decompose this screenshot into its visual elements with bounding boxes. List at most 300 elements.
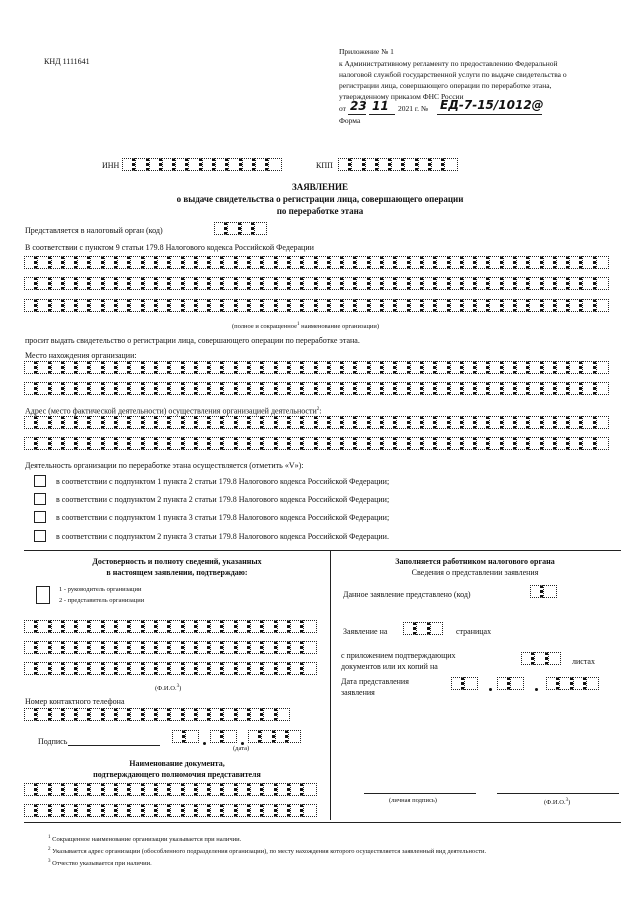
input-cell[interactable] bbox=[303, 804, 316, 817]
phone-cells[interactable] bbox=[24, 708, 290, 721]
input-cell[interactable] bbox=[476, 277, 489, 290]
input-cell[interactable] bbox=[410, 299, 423, 312]
input-cell[interactable] bbox=[77, 299, 90, 312]
input-cell[interactable] bbox=[210, 662, 223, 675]
input-cell[interactable] bbox=[170, 361, 183, 374]
input-cell[interactable] bbox=[250, 620, 263, 633]
input-cell[interactable] bbox=[144, 783, 157, 796]
input-cell[interactable] bbox=[197, 437, 210, 450]
input-cell[interactable] bbox=[77, 708, 90, 721]
input-cell[interactable] bbox=[51, 783, 64, 796]
input-cell[interactable] bbox=[117, 299, 130, 312]
input-cell[interactable] bbox=[184, 662, 197, 675]
input-cell[interactable] bbox=[51, 437, 64, 450]
input-cell[interactable] bbox=[290, 416, 303, 429]
input-cell[interactable] bbox=[582, 299, 595, 312]
input-cell[interactable] bbox=[436, 416, 449, 429]
input-cell[interactable] bbox=[24, 382, 37, 395]
input-cell[interactable] bbox=[144, 662, 157, 675]
input-cell[interactable] bbox=[64, 708, 77, 721]
input-cell[interactable] bbox=[489, 299, 502, 312]
input-cell[interactable] bbox=[223, 437, 236, 450]
input-cell[interactable] bbox=[184, 437, 197, 450]
input-cell[interactable] bbox=[157, 361, 170, 374]
input-cell[interactable] bbox=[223, 299, 236, 312]
input-cell[interactable] bbox=[543, 277, 556, 290]
input-cell[interactable] bbox=[263, 708, 276, 721]
input-cell[interactable] bbox=[197, 382, 210, 395]
input-cell[interactable] bbox=[223, 783, 236, 796]
input-cell[interactable] bbox=[144, 256, 157, 269]
input-cell[interactable] bbox=[569, 437, 582, 450]
input-cell[interactable] bbox=[197, 708, 210, 721]
input-cell[interactable] bbox=[157, 277, 170, 290]
input-cell[interactable] bbox=[117, 382, 130, 395]
input-cell[interactable] bbox=[64, 620, 77, 633]
input-cell[interactable] bbox=[543, 361, 556, 374]
input-cell[interactable] bbox=[77, 620, 90, 633]
input-cell[interactable] bbox=[396, 277, 409, 290]
input-cell[interactable] bbox=[450, 437, 463, 450]
input-cell[interactable] bbox=[529, 299, 542, 312]
input-cell[interactable] bbox=[51, 641, 64, 654]
input-cell[interactable] bbox=[197, 416, 210, 429]
input-cell[interactable] bbox=[37, 437, 50, 450]
input-cell[interactable] bbox=[197, 804, 210, 817]
input-cell[interactable] bbox=[596, 361, 609, 374]
input-cell[interactable] bbox=[144, 416, 157, 429]
input-cell[interactable] bbox=[436, 361, 449, 374]
input-cell[interactable] bbox=[223, 277, 236, 290]
input-cell[interactable] bbox=[330, 277, 343, 290]
input-cell[interactable] bbox=[503, 416, 516, 429]
sign-date-day[interactable] bbox=[172, 730, 199, 743]
input-cell[interactable] bbox=[130, 437, 143, 450]
input-cell[interactable] bbox=[343, 277, 356, 290]
input-cell[interactable] bbox=[184, 277, 197, 290]
input-cell[interactable] bbox=[24, 361, 37, 374]
input-cell[interactable] bbox=[436, 299, 449, 312]
input-cell[interactable] bbox=[24, 662, 37, 675]
input-cell[interactable] bbox=[170, 662, 183, 675]
input-cell[interactable] bbox=[410, 382, 423, 395]
input-cell[interactable] bbox=[250, 382, 263, 395]
input-cell[interactable] bbox=[157, 256, 170, 269]
input-cell[interactable] bbox=[396, 299, 409, 312]
input-cell[interactable] bbox=[117, 708, 130, 721]
input-cell[interactable] bbox=[396, 382, 409, 395]
input-cell[interactable] bbox=[51, 361, 64, 374]
address-row-1[interactable] bbox=[24, 416, 609, 429]
input-cell[interactable] bbox=[64, 382, 77, 395]
input-cell[interactable] bbox=[543, 416, 556, 429]
input-cell[interactable] bbox=[330, 382, 343, 395]
input-cell[interactable] bbox=[104, 277, 117, 290]
input-cell[interactable] bbox=[489, 277, 502, 290]
input-cell[interactable] bbox=[383, 382, 396, 395]
input-cell[interactable] bbox=[130, 708, 143, 721]
input-cell[interactable] bbox=[476, 437, 489, 450]
input-cell[interactable] bbox=[24, 804, 37, 817]
input-cell[interactable] bbox=[410, 361, 423, 374]
input-cell[interactable] bbox=[197, 620, 210, 633]
input-cell[interactable] bbox=[237, 662, 250, 675]
input-cell[interactable] bbox=[184, 361, 197, 374]
officer-fio-line[interactable] bbox=[497, 793, 619, 794]
input-cell[interactable] bbox=[104, 804, 117, 817]
input-cell[interactable] bbox=[596, 382, 609, 395]
input-cell[interactable] bbox=[290, 277, 303, 290]
input-cell[interactable] bbox=[144, 708, 157, 721]
input-cell[interactable] bbox=[370, 437, 383, 450]
input-cell[interactable] bbox=[197, 641, 210, 654]
input-cell[interactable] bbox=[37, 256, 50, 269]
input-cell[interactable] bbox=[37, 382, 50, 395]
input-cell[interactable] bbox=[330, 256, 343, 269]
input-cell[interactable] bbox=[303, 416, 316, 429]
input-cell[interactable] bbox=[223, 382, 236, 395]
input-cell[interactable] bbox=[303, 437, 316, 450]
input-cell[interactable] bbox=[184, 416, 197, 429]
input-cell[interactable] bbox=[343, 256, 356, 269]
input-cell[interactable] bbox=[24, 783, 37, 796]
input-cell[interactable] bbox=[130, 299, 143, 312]
input-cell[interactable] bbox=[556, 299, 569, 312]
personal-signature-line[interactable] bbox=[364, 793, 476, 794]
input-cell[interactable] bbox=[503, 299, 516, 312]
input-cell[interactable] bbox=[290, 783, 303, 796]
input-cell[interactable] bbox=[157, 416, 170, 429]
input-cell[interactable] bbox=[117, 783, 130, 796]
input-cell[interactable] bbox=[51, 662, 64, 675]
input-cell[interactable] bbox=[144, 620, 157, 633]
input-cell[interactable] bbox=[277, 256, 290, 269]
input-cell[interactable] bbox=[569, 277, 582, 290]
input-cell[interactable] bbox=[170, 708, 183, 721]
input-cell[interactable] bbox=[250, 641, 263, 654]
input-cell[interactable] bbox=[370, 382, 383, 395]
input-cell[interactable] bbox=[24, 708, 37, 721]
input-cell[interactable] bbox=[396, 416, 409, 429]
input-cell[interactable] bbox=[210, 804, 223, 817]
input-cell[interactable] bbox=[356, 382, 369, 395]
input-cell[interactable] bbox=[237, 804, 250, 817]
input-cell[interactable] bbox=[184, 620, 197, 633]
input-cell[interactable] bbox=[144, 361, 157, 374]
input-cell[interactable] bbox=[529, 256, 542, 269]
input-cell[interactable] bbox=[263, 299, 276, 312]
input-cell[interactable] bbox=[582, 277, 595, 290]
input-cell[interactable] bbox=[450, 256, 463, 269]
input-cell[interactable] bbox=[423, 256, 436, 269]
input-cell[interactable] bbox=[37, 620, 50, 633]
input-cell[interactable] bbox=[250, 277, 263, 290]
input-cell[interactable] bbox=[317, 416, 330, 429]
input-cell[interactable] bbox=[223, 804, 236, 817]
receipt-date-year[interactable] bbox=[546, 677, 599, 690]
input-cell[interactable] bbox=[263, 804, 276, 817]
option-4-checkbox[interactable] bbox=[34, 530, 46, 542]
input-cell[interactable] bbox=[277, 382, 290, 395]
input-cell[interactable] bbox=[436, 277, 449, 290]
input-cell[interactable] bbox=[250, 708, 263, 721]
fio-row-3[interactable] bbox=[24, 662, 317, 675]
input-cell[interactable] bbox=[396, 256, 409, 269]
input-cell[interactable] bbox=[290, 299, 303, 312]
input-cell[interactable] bbox=[450, 299, 463, 312]
input-cell[interactable] bbox=[144, 804, 157, 817]
input-cell[interactable] bbox=[130, 662, 143, 675]
input-cell[interactable] bbox=[51, 256, 64, 269]
input-cell[interactable] bbox=[596, 256, 609, 269]
input-cell[interactable] bbox=[529, 277, 542, 290]
input-cell[interactable] bbox=[157, 620, 170, 633]
input-cell[interactable] bbox=[24, 299, 37, 312]
input-cell[interactable] bbox=[197, 299, 210, 312]
input-cell[interactable] bbox=[343, 299, 356, 312]
input-cell[interactable] bbox=[450, 277, 463, 290]
input-cell[interactable] bbox=[37, 299, 50, 312]
pages-cells[interactable] bbox=[403, 622, 443, 635]
input-cell[interactable] bbox=[303, 662, 316, 675]
input-cell[interactable] bbox=[210, 783, 223, 796]
input-cell[interactable] bbox=[290, 804, 303, 817]
input-cell[interactable] bbox=[250, 662, 263, 675]
input-cell[interactable] bbox=[277, 416, 290, 429]
input-cell[interactable] bbox=[370, 299, 383, 312]
input-cell[interactable] bbox=[556, 361, 569, 374]
input-cell[interactable] bbox=[237, 708, 250, 721]
input-cell[interactable] bbox=[90, 708, 103, 721]
input-cell[interactable] bbox=[463, 277, 476, 290]
input-cell[interactable] bbox=[170, 299, 183, 312]
input-cell[interactable] bbox=[489, 437, 502, 450]
input-cell[interactable] bbox=[277, 641, 290, 654]
input-cell[interactable] bbox=[569, 382, 582, 395]
input-cell[interactable] bbox=[51, 382, 64, 395]
input-cell[interactable] bbox=[356, 256, 369, 269]
input-cell[interactable] bbox=[64, 277, 77, 290]
input-cell[interactable] bbox=[184, 382, 197, 395]
input-cell[interactable] bbox=[277, 708, 290, 721]
input-cell[interactable] bbox=[263, 783, 276, 796]
input-cell[interactable] bbox=[543, 382, 556, 395]
input-cell[interactable] bbox=[250, 299, 263, 312]
input-cell[interactable] bbox=[543, 437, 556, 450]
input-cell[interactable] bbox=[144, 299, 157, 312]
input-cell[interactable] bbox=[529, 382, 542, 395]
input-cell[interactable] bbox=[582, 361, 595, 374]
input-cell[interactable] bbox=[303, 299, 316, 312]
input-cell[interactable] bbox=[104, 299, 117, 312]
input-cell[interactable] bbox=[410, 416, 423, 429]
input-cell[interactable] bbox=[489, 256, 502, 269]
input-cell[interactable] bbox=[476, 299, 489, 312]
input-cell[interactable] bbox=[516, 361, 529, 374]
input-cell[interactable] bbox=[130, 783, 143, 796]
input-cell[interactable] bbox=[64, 662, 77, 675]
doc-row-1[interactable] bbox=[24, 783, 317, 796]
input-cell[interactable] bbox=[317, 299, 330, 312]
submitted-code-cells[interactable] bbox=[530, 585, 557, 598]
input-cell[interactable] bbox=[303, 783, 316, 796]
input-cell[interactable] bbox=[117, 361, 130, 374]
input-cell[interactable] bbox=[157, 641, 170, 654]
input-cell[interactable] bbox=[130, 620, 143, 633]
input-cell[interactable] bbox=[24, 641, 37, 654]
input-cell[interactable] bbox=[569, 361, 582, 374]
input-cell[interactable] bbox=[157, 662, 170, 675]
input-cell[interactable] bbox=[37, 708, 50, 721]
input-cell[interactable] bbox=[117, 416, 130, 429]
input-cell[interactable] bbox=[436, 256, 449, 269]
input-cell[interactable] bbox=[210, 708, 223, 721]
input-cell[interactable] bbox=[37, 662, 50, 675]
input-cell[interactable] bbox=[503, 277, 516, 290]
input-cell[interactable] bbox=[356, 277, 369, 290]
input-cell[interactable] bbox=[64, 361, 77, 374]
input-cell[interactable] bbox=[423, 416, 436, 429]
input-cell[interactable] bbox=[250, 437, 263, 450]
input-cell[interactable] bbox=[157, 804, 170, 817]
input-cell[interactable] bbox=[104, 361, 117, 374]
input-cell[interactable] bbox=[290, 641, 303, 654]
input-cell[interactable] bbox=[383, 299, 396, 312]
input-cell[interactable] bbox=[569, 256, 582, 269]
input-cell[interactable] bbox=[450, 361, 463, 374]
input-cell[interactable] bbox=[77, 256, 90, 269]
input-cell[interactable] bbox=[516, 277, 529, 290]
input-cell[interactable] bbox=[556, 416, 569, 429]
input-cell[interactable] bbox=[290, 620, 303, 633]
org-name-row-3[interactable] bbox=[24, 299, 609, 312]
input-cell[interactable] bbox=[117, 620, 130, 633]
input-cell[interactable] bbox=[51, 299, 64, 312]
input-cell[interactable] bbox=[104, 382, 117, 395]
input-cell[interactable] bbox=[237, 641, 250, 654]
input-cell[interactable] bbox=[170, 437, 183, 450]
input-cell[interactable] bbox=[170, 256, 183, 269]
input-cell[interactable] bbox=[569, 299, 582, 312]
input-cell[interactable] bbox=[77, 662, 90, 675]
input-cell[interactable] bbox=[223, 361, 236, 374]
input-cell[interactable] bbox=[250, 804, 263, 817]
input-cell[interactable] bbox=[90, 277, 103, 290]
input-cell[interactable] bbox=[90, 416, 103, 429]
option-2-checkbox[interactable] bbox=[34, 493, 46, 505]
input-cell[interactable] bbox=[463, 361, 476, 374]
input-cell[interactable] bbox=[157, 299, 170, 312]
input-cell[interactable] bbox=[516, 437, 529, 450]
input-cell[interactable] bbox=[463, 416, 476, 429]
input-cell[interactable] bbox=[290, 662, 303, 675]
input-cell[interactable] bbox=[543, 256, 556, 269]
input-cell[interactable] bbox=[104, 437, 117, 450]
input-cell[interactable] bbox=[64, 437, 77, 450]
org-name-row-1[interactable] bbox=[24, 256, 609, 269]
input-cell[interactable] bbox=[197, 277, 210, 290]
signature-line[interactable] bbox=[68, 745, 160, 746]
input-cell[interactable] bbox=[370, 416, 383, 429]
input-cell[interactable] bbox=[423, 277, 436, 290]
location-row-1[interactable] bbox=[24, 361, 609, 374]
input-cell[interactable] bbox=[77, 416, 90, 429]
receipt-date-month[interactable] bbox=[497, 677, 524, 690]
input-cell[interactable] bbox=[263, 437, 276, 450]
input-cell[interactable] bbox=[184, 641, 197, 654]
input-cell[interactable] bbox=[64, 256, 77, 269]
input-cell[interactable] bbox=[64, 804, 77, 817]
input-cell[interactable] bbox=[184, 256, 197, 269]
input-cell[interactable] bbox=[197, 783, 210, 796]
input-cell[interactable] bbox=[529, 416, 542, 429]
input-cell[interactable] bbox=[277, 783, 290, 796]
input-cell[interactable] bbox=[277, 299, 290, 312]
input-cell[interactable] bbox=[356, 437, 369, 450]
input-cell[interactable] bbox=[237, 361, 250, 374]
input-cell[interactable] bbox=[37, 641, 50, 654]
input-cell[interactable] bbox=[117, 256, 130, 269]
input-cell[interactable] bbox=[330, 299, 343, 312]
input-cell[interactable] bbox=[170, 804, 183, 817]
input-cell[interactable] bbox=[237, 783, 250, 796]
input-cell[interactable] bbox=[290, 437, 303, 450]
input-cell[interactable] bbox=[303, 382, 316, 395]
input-cell[interactable] bbox=[277, 662, 290, 675]
input-cell[interactable] bbox=[237, 382, 250, 395]
input-cell[interactable] bbox=[383, 437, 396, 450]
input-cell[interactable] bbox=[396, 361, 409, 374]
input-cell[interactable] bbox=[277, 804, 290, 817]
input-cell[interactable] bbox=[383, 416, 396, 429]
input-cell[interactable] bbox=[476, 256, 489, 269]
input-cell[interactable] bbox=[64, 641, 77, 654]
input-cell[interactable] bbox=[130, 256, 143, 269]
input-cell[interactable] bbox=[263, 620, 276, 633]
input-cell[interactable] bbox=[556, 437, 569, 450]
input-cell[interactable] bbox=[223, 256, 236, 269]
input-cell[interactable] bbox=[237, 256, 250, 269]
input-cell[interactable] bbox=[476, 382, 489, 395]
input-cell[interactable] bbox=[383, 256, 396, 269]
input-cell[interactable] bbox=[463, 437, 476, 450]
input-cell[interactable] bbox=[450, 382, 463, 395]
input-cell[interactable] bbox=[383, 361, 396, 374]
input-cell[interactable] bbox=[210, 620, 223, 633]
input-cell[interactable] bbox=[157, 783, 170, 796]
input-cell[interactable] bbox=[64, 299, 77, 312]
input-cell[interactable] bbox=[317, 277, 330, 290]
org-name-row-2[interactable] bbox=[24, 277, 609, 290]
input-cell[interactable] bbox=[596, 437, 609, 450]
input-cell[interactable] bbox=[90, 783, 103, 796]
input-cell[interactable] bbox=[24, 256, 37, 269]
input-cell[interactable] bbox=[157, 437, 170, 450]
role-checkbox[interactable] bbox=[36, 586, 50, 604]
input-cell[interactable] bbox=[223, 708, 236, 721]
input-cell[interactable] bbox=[237, 620, 250, 633]
input-cell[interactable] bbox=[24, 277, 37, 290]
input-cell[interactable] bbox=[210, 382, 223, 395]
input-cell[interactable] bbox=[130, 277, 143, 290]
input-cell[interactable] bbox=[210, 277, 223, 290]
option-3-checkbox[interactable] bbox=[34, 511, 46, 523]
input-cell[interactable] bbox=[210, 641, 223, 654]
input-cell[interactable] bbox=[170, 641, 183, 654]
input-cell[interactable] bbox=[117, 437, 130, 450]
input-cell[interactable] bbox=[144, 277, 157, 290]
input-cell[interactable] bbox=[210, 256, 223, 269]
